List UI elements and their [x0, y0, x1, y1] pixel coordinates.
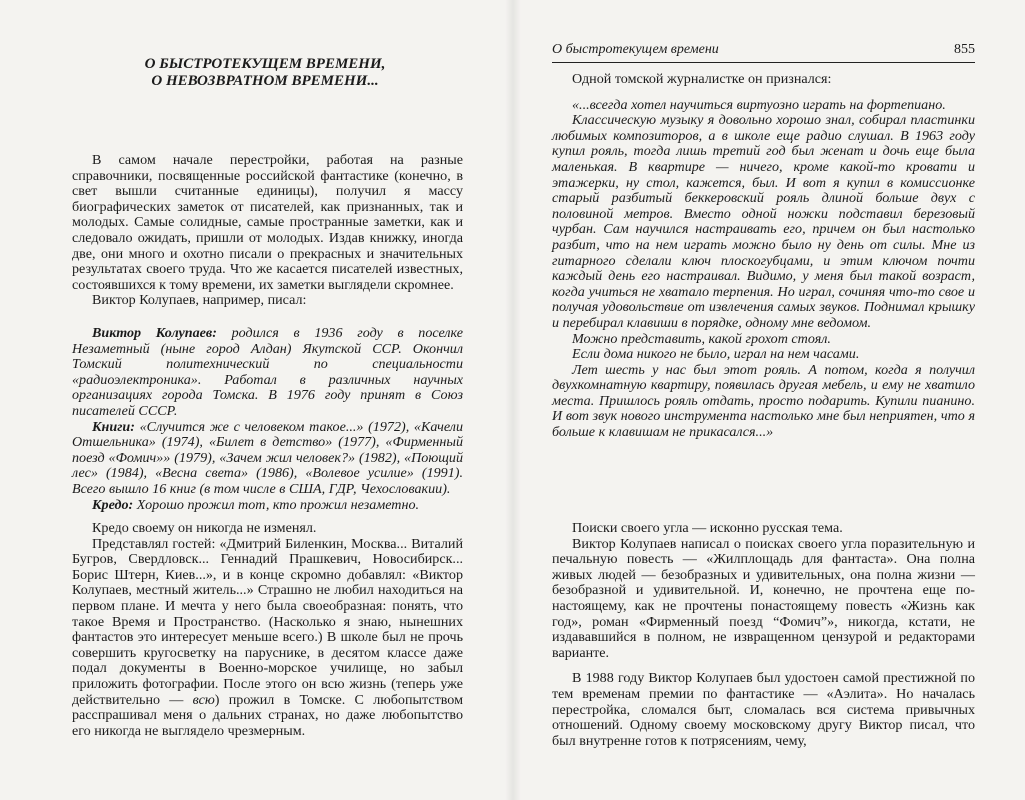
chapter-title-line-2: О НЕВОЗВРАТНОМ ВРЕМЕНИ... — [151, 73, 379, 89]
award-paragraph: В 1988 году Виктор Колупаев был удостоен самой престижной по тем временам премии по фантастике — «Аэлита». Но началась перестройка, сломался быт, сломалась вся система привычных отношений. Одному своему московскому другу Виктор писал, что был внутренне готов к потрясениям, чему, — [552, 670, 975, 749]
books-text: «Случится же с человеком такое...» (1972), «Качели Отшельника» (1974), «Билет в детство» (1977), «Фирменный поезд «Фомич»» (1979), «Зачем жил человек?» (1982), «Поющий лес» (1984), «Весна света» (1986), «Волевое усилие» (1991). Всего вышло 16 книг (в том числе в США, ГДР, Чехословакии). — [72, 418, 463, 497]
quote-paragraph-4: Если дома никого не было, играл на нем часами. — [572, 346, 860, 363]
guests-text: Представлял гостей: «Дмитрий Биленкин, Москва... Виталий Бугров, Свердловск... Геннадий Прашкевич, Новосибирск... Борис Штерн, Киев...», и в конце скромно добавлял: «Виктор Колупаев, местный житель...» Страшно не любил находиться на первом плане. И мечта у него была своеобразная: понять, что такое Время и Пространство. (Насколько я знаю, нынешних фантастов это интересует меньше всего.) В школе был не прочь совершить кругосветку на паруснике, в десятом классе даже подал документы в Военно-морское училище, но забыл приложить фотографии. После этого он всю жизнь (теперь уже действительно — — [72, 535, 463, 708]
left-page — [0, 0, 512, 800]
credo-paragraph — [72, 498, 463, 514]
left-column-bottom — [72, 521, 463, 739]
books-label: Книги: — [92, 418, 135, 435]
quote-paragraph-3: Можно представить, какой грохот стоял. — [572, 330, 831, 347]
novella-paragraph: Виктор Колупаев написал о поисках своего угла поразительную и печальную повесть — «Жилплощадь для фантаста». Она полна живых людей — безобразных и удивительных, она полна жизни — безобразной и удивительной. И, конечно, не прочтена еще по-настоящему, как не прочтены понастоящему повесть «Жизнь как год», роман «Фирменный поезд “Фомич”», никогда, кстати, не издававшийся в полном, не извращенном цензурой и редакторами варианте. — [552, 535, 975, 661]
intro-paragraph: В самом начале перестройки, работая на разные справочники, посвященные российской фантастике (конечно, в свет вышли считанные единицы), получил я массу биографических заметок от писателей, как признанных, так и молодых. Самые солидные, самые пространные заметки, как и следовало ожидать, пришли от молодых. Издав книжку, иногда две, они много и охотно писали о прекрасных и значительных результатах своего труда. Что же касается писателей известных, состоявшихся к тому времени, их заметки выглядели скромнее. — [72, 152, 463, 293]
intro-paragraph-2: Виктор Колупаев, например, писал: — [92, 292, 307, 309]
books-paragraph — [72, 420, 463, 498]
quote-paragraph-2: Классическую музыку я довольно хорошо знал, собирал пластинки любимых композиторов, а в школе еще радио слушал. В 1963 году купил рояль, тогда лишь третий год был женат и дочь еще была маленькая. В квартире — ничего, кроме какой-то кровати и этажерки, ну стол, кажется, был. И вот я купил в комиссионке старый разбитый беккеровский рояль длиной больше двух с половиной метров. Вместо одной ножки подставил березовый чурбан. Сам научился настраивать его, причем он был настолько разбит, что на нем играть можно было ну день от силы. Мне из гитарного сделали ключ плоскогубцами, и этим ключом почти каждый день его настраивал. Видимо, у меня был такой возраст, когда учиться не хватало терпения. Но играл, сочиняя что-то свое и получая удовольствие от извлечения самых звуков. Поднимал крышку и перебирал клавиши в порядке, одному мне ведомом. — [552, 112, 975, 331]
corner-theme-paragraph: Поиски своего угла — исконно русская тема. — [572, 520, 843, 536]
page-number: 855 — [954, 42, 975, 57]
right-page — [512, 0, 1025, 800]
guests-text-end: ) прожил в Томске. С любопытством расспрашивал меня о дальних странах, но даже любопытство его никогда не выглядело чрезмерным. — [72, 691, 463, 739]
credo-label: Кредо: — [92, 496, 134, 513]
quote-paragraph-1: «...всегда хотел научиться виртуозно играть на фортепиано. — [572, 96, 946, 113]
bio-paragraph — [72, 326, 463, 420]
biography-block — [72, 326, 463, 513]
chapter-title-line-1: О БЫСТРОТЕКУЩЕМ ВРЕМЕНИ, — [144, 56, 386, 72]
left-column-top — [72, 153, 463, 309]
chapter-title — [110, 56, 420, 90]
bio-name: Виктор Колупаев: — [92, 325, 217, 341]
credo-note: Кредо своему он никогда не изменял. — [92, 520, 317, 536]
running-header — [552, 40, 975, 63]
credo-text: Хорошо прожил тот, кто прожил незаметно. — [133, 496, 420, 513]
journalist-paragraph: Одной томской журналистке он признался: — [572, 71, 832, 87]
right-column-top — [552, 72, 975, 441]
quote-paragraph-5: Лет шесть у нас был этот рояль. А потом, когда я получил двухкомнатную квартиру, появилась другая мебель, и ему не хватило места. Пришлось рояль отдать, просто подарить. Купили пианино. И вот звук нового инструмента настолько мне был неприятен, что я больше к клавишам не прикасался...» — [552, 361, 975, 441]
right-column-bottom — [552, 521, 975, 749]
guests-paragraph — [72, 537, 463, 740]
running-title: О быстротекущем времени — [552, 42, 719, 57]
bio-text: родился в 1936 году в поселке Незаметный (ныне город Алдан) Якутской ССР. Окончил Томский политехнический по специальности «радиоэлектроника». Работал в различных научных организациях города Томска. В 1976 году принят в Союз писателей СССР. — [72, 325, 463, 419]
guests-emphasis: всю — [192, 691, 215, 708]
